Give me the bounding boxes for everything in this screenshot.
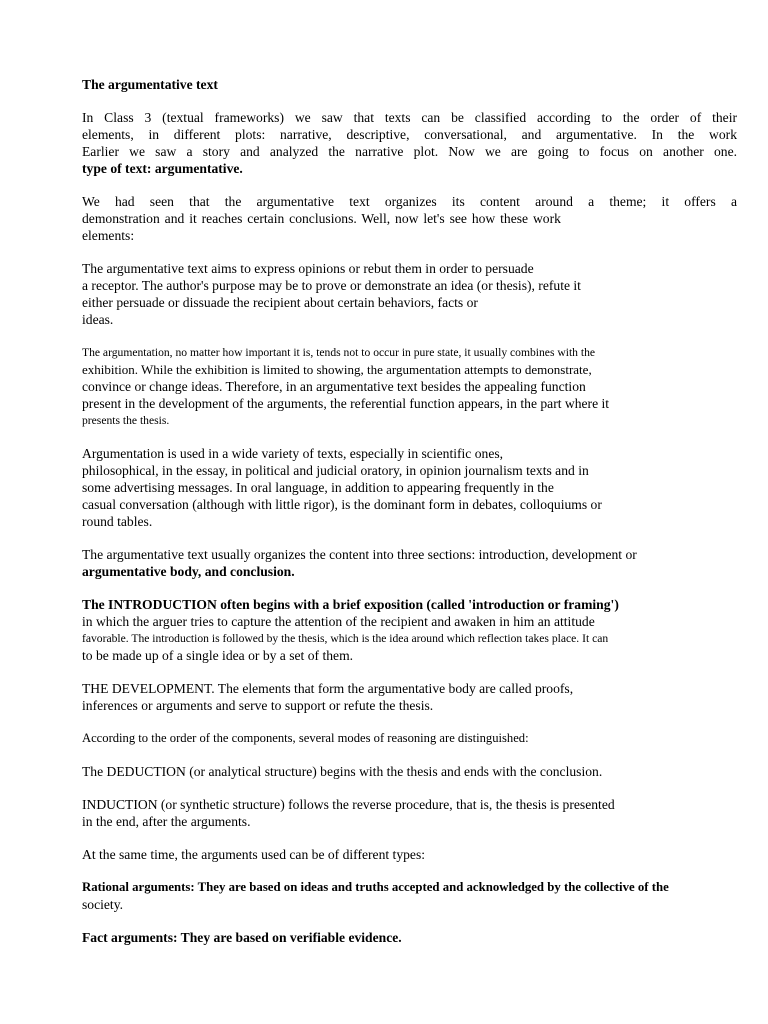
text-line: The argumentative text aims to express opinions or rebut them in order to persuade: [82, 261, 534, 276]
paragraph-fact-arguments: [82, 929, 737, 946]
text-line: favorable. The introduction is followed by the thesis, which is the idea around which reflection takes place. It can: [82, 632, 609, 645]
text-line: The argumentative text usually organizes the content into three sections: introduction, development or: [82, 547, 637, 562]
text-line: exhibition. While the exhibition is limited to showing, the argumentation attempts to demonstrate,: [82, 362, 592, 377]
text-line: round tables.: [82, 514, 153, 529]
text-line: casual conversation (although with little rigor), is the dominant form in debates, colloquiums or: [82, 497, 602, 512]
text-line-bold: Fact arguments: They are based on verifiable evidence.: [82, 930, 402, 945]
text-line: a receptor. The author's purpose may be to prove or demonstrate an idea (or thesis), refute it: [82, 278, 581, 293]
text-line: presents the thesis.: [82, 414, 170, 427]
text-line: According to the order of the components, several modes of reasoning are distinguished:: [82, 731, 529, 745]
text-line-bold: type of text: argumentative.: [82, 161, 243, 176]
paragraph-modes-of-reasoning: [82, 730, 737, 747]
paragraph-organizes-content: [82, 193, 737, 244]
paragraph-induction: [82, 796, 737, 830]
text-line: in which the arguer tries to capture the attention of the recipient and awaken in him an attitude: [82, 614, 595, 629]
text-line: philosophical, in the essay, in political and judicial oratory, in opinion journalism texts and in: [82, 463, 589, 478]
text-line-bold: The INTRODUCTION often begins with a brief exposition (called 'introduction or framing'): [82, 597, 619, 612]
text-line: to be made up of a single idea or by a set of them.: [82, 648, 354, 663]
text-line: THE DEVELOPMENT. The elements that form the argumentative body are called proofs,: [82, 681, 574, 696]
text-line: convince or change ideas. Therefore, in an argumentative text besides the appealing function: [82, 379, 586, 394]
paragraph-aims-to-express: [82, 260, 737, 328]
text-line: inferences or arguments and serve to support or refute the thesis.: [82, 698, 434, 713]
text-line: The argumentation, no matter how important it is, tends not to occur in pure state, it usually combines with the: [82, 346, 596, 359]
text-line: some advertising messages. In oral language, in addition to appearing frequently in the: [82, 480, 554, 495]
text-line: ideas.: [82, 312, 114, 327]
text-line: demonstration and it reaches certain conclusions. Well, now let's see how these work: [82, 211, 561, 226]
paragraph-rational-arguments: [82, 879, 737, 913]
text-line: present in the development of the arguments, the referential function appears, in the part where it: [82, 396, 610, 411]
paragraph-argument-types: [82, 846, 737, 863]
text-line-bold: Rational arguments: They are based on ideas and truths accepted and acknowledged by the collective of the: [82, 880, 669, 894]
document-title: The argumentative text: [82, 77, 218, 92]
text-line: We had seen that the argumentative text organizes its content around a theme; it offers a: [82, 194, 737, 209]
text-line: Argumentation is used in a wide variety of texts, especially in scientific ones,: [82, 446, 504, 461]
paragraph-development: [82, 680, 737, 714]
text-line: society.: [82, 897, 124, 912]
document-page: [82, 76, 737, 962]
text-line: in the end, after the arguments.: [82, 814, 251, 829]
paragraph-introduction: [82, 596, 737, 664]
text-line: Earlier we saw a story and analyzed the narrative plot. Now we are going to focus on another one.: [82, 144, 737, 159]
paragraph-deduction: [82, 763, 737, 780]
text-line: The DEDUCTION (or analytical structure) begins with the thesis and ends with the conclusion.: [82, 764, 603, 779]
text-line: either persuade or dissuade the recipient about certain behaviors, facts or: [82, 295, 478, 310]
text-line: At the same time, the arguments used can be of different types:: [82, 847, 426, 862]
text-line: elements:: [82, 228, 135, 243]
paragraph-argumentation-used: [82, 445, 737, 530]
paragraph-class-frameworks: [82, 109, 737, 177]
text-line: elements, in different plots: narrative, descriptive, conversational, and argumentative. In the work: [82, 127, 737, 142]
text-line: INDUCTION (or synthetic structure) follows the reverse procedure, that is, the thesis is presented: [82, 797, 615, 812]
text-line: In Class 3 (textual frameworks) we saw that texts can be classified according to the order of their: [82, 110, 737, 125]
paragraph-three-sections: [82, 546, 737, 580]
text-line-bold: argumentative body, and conclusion.: [82, 564, 295, 579]
paragraph-argumentation-combines: [82, 344, 737, 429]
